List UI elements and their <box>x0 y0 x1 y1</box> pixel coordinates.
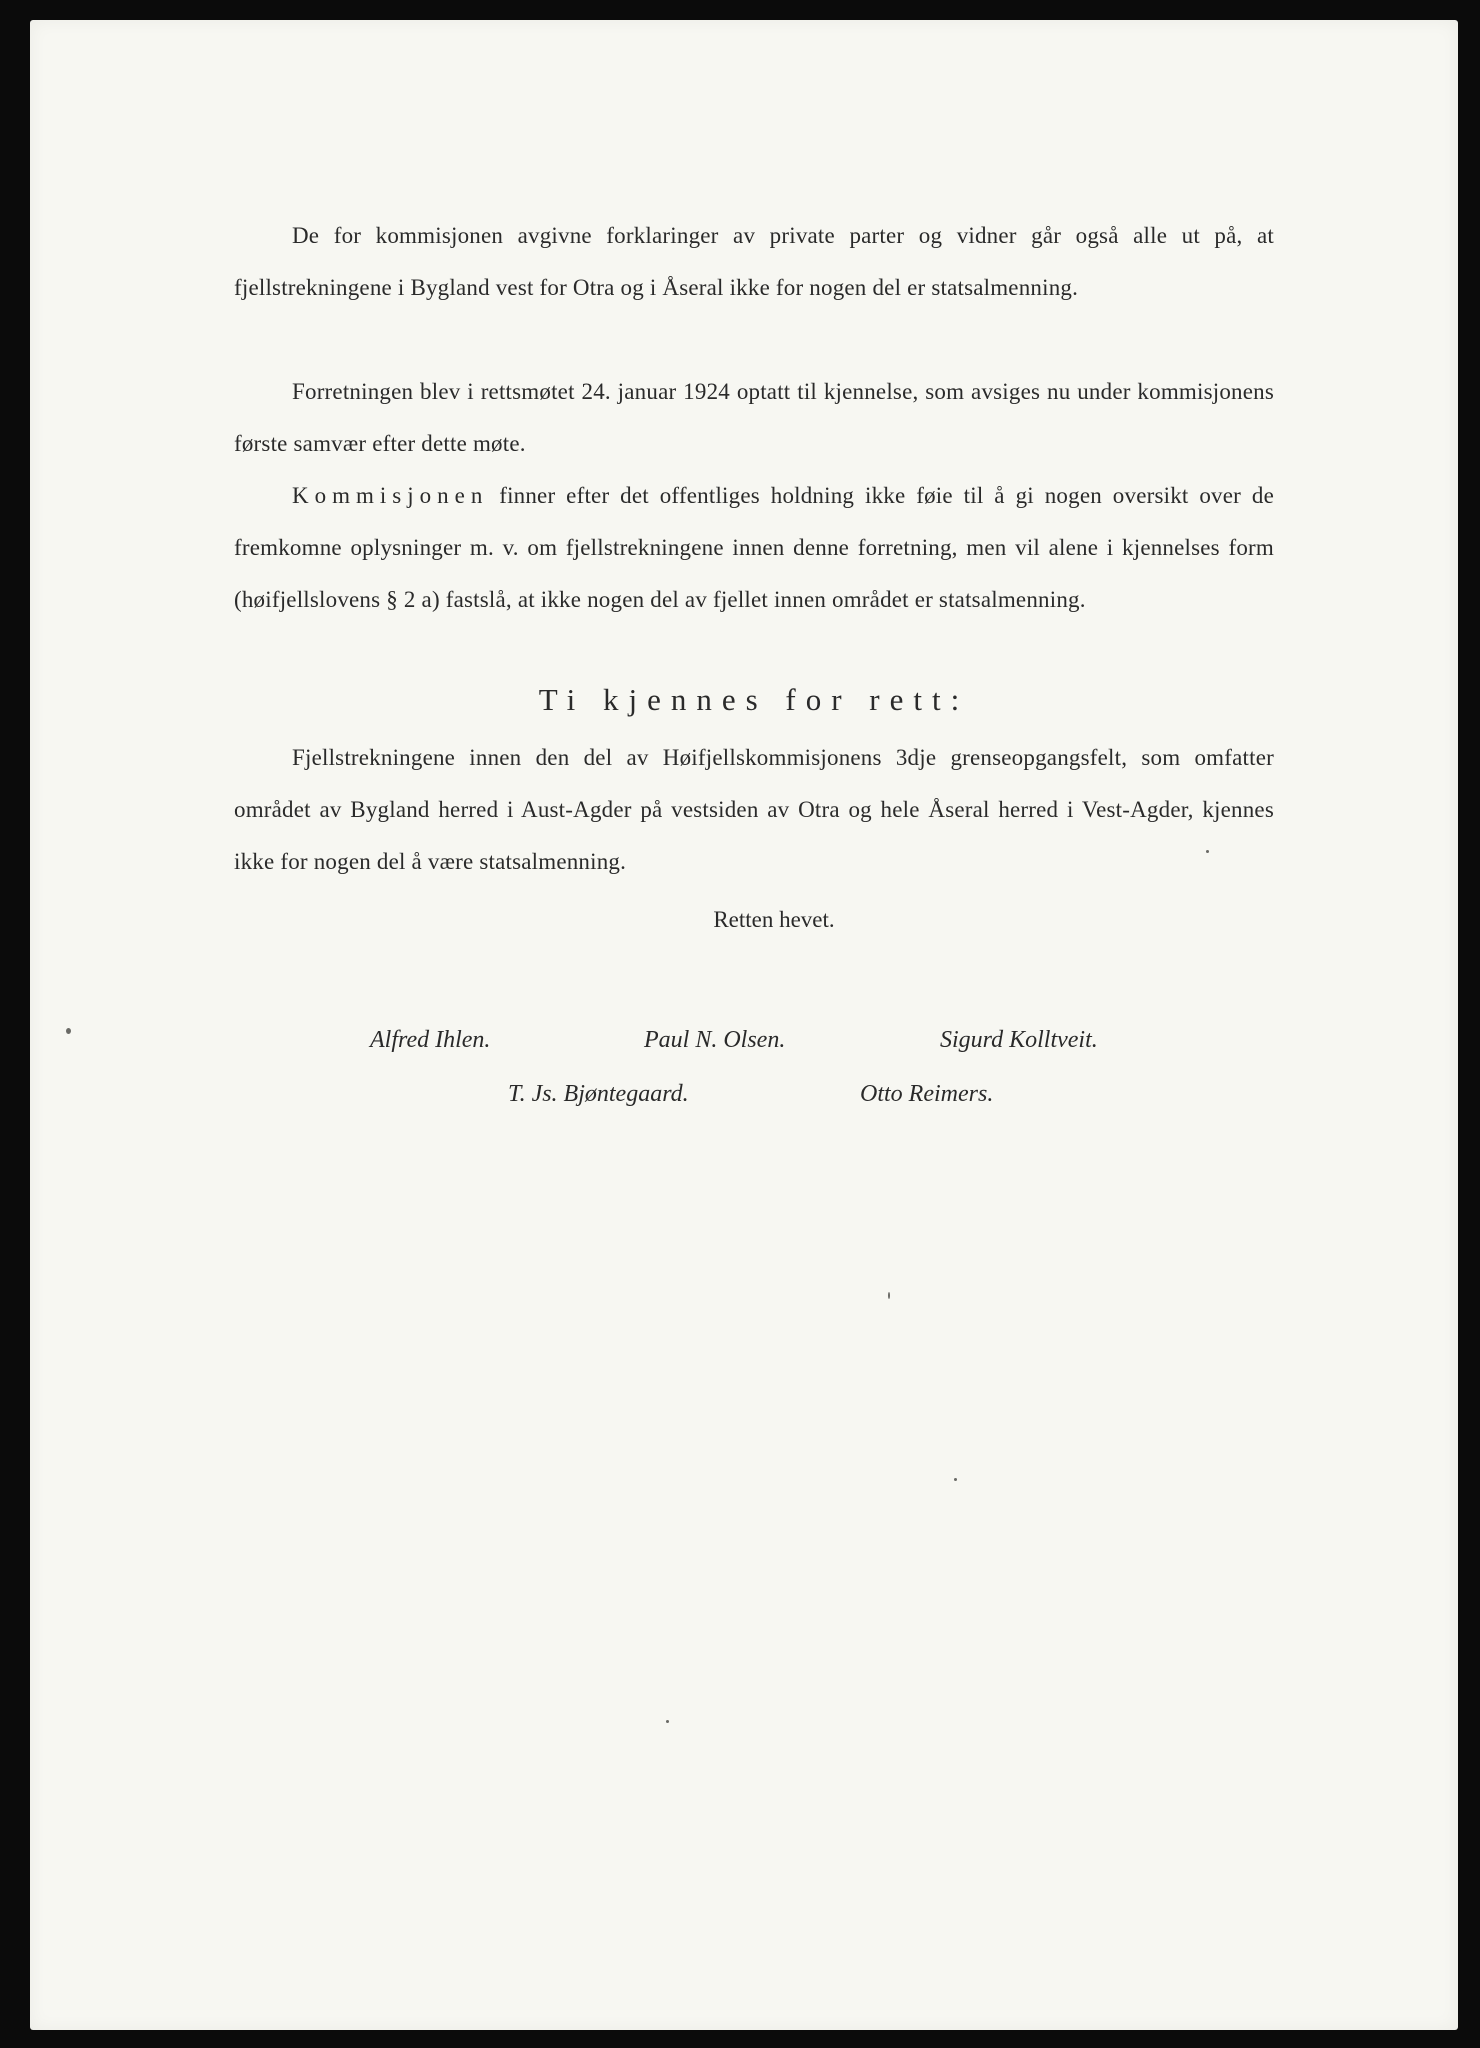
document-page <box>30 20 1458 2030</box>
paragraph-proceedings <box>234 366 1274 470</box>
scan-speck <box>666 1720 669 1723</box>
scan-speck <box>1206 850 1209 853</box>
ruling-heading: Ti kjennes for rett: <box>538 682 970 717</box>
scan-speck <box>888 1292 890 1299</box>
paragraph-commission-text <box>234 470 1274 626</box>
paragraph-testimony-text: De for kommisjonen avgivne forklaringer av private parter og vidner går også alle ut på, at fjellstrekningene i Bygland vest for Otra og i Åseral ikke for nogen del er statsalmenning. <box>234 223 1274 300</box>
signature-alfred-ihlen: Alfred Ihlen. <box>370 1027 491 1053</box>
paragraph-testimony <box>234 210 1274 314</box>
scan-speck <box>954 1478 957 1481</box>
closing-line: Retten hevet. <box>713 907 835 932</box>
signature-bjontegaard: T. Js. Bjøntegaard. <box>508 1081 689 1107</box>
signature-paul-olsen: Paul N. Olsen. <box>644 1027 786 1053</box>
paragraph-ruling-text: Fjellstrekningene innen den del av Høifjellskommisjonens 3dje grenseopgangsfelt, som omfatter området av Bygland herred i Aust-Agder på vestsiden av Otra og hele Åseral herred i Vest-Agder, kjennes ikke for nogen del å være statsalmenning. <box>234 745 1274 874</box>
paragraph-commission <box>234 470 1274 626</box>
signature-sigurd-kolltveit: Sigurd Kolltveit. <box>940 1027 1098 1053</box>
paragraph-commission-rest: finner efter det offentliges holdning ikke føie til å gi nogen oversikt over de fremkomne oplysninger m. v. om fjellstrekningene innen denne forretning, men vil alene i kjennelses form (høifjellslovens § 2 a) fastslå, at ikke nogen del av fjellet innen området er statsalmenning. <box>234 483 1274 612</box>
spaced-word-kommisjonen: Kommisjonen <box>292 483 489 508</box>
scan-speck <box>66 1028 71 1034</box>
paragraph-proceedings-text: Forretningen blev i rettsmøtet 24. januar 1924 optatt til kjennelse, som avsiges nu under kommisjonens første samvær efter dette møte. <box>234 379 1274 456</box>
signature-otto-reimers: Otto Reimers. <box>860 1081 994 1107</box>
paragraph-ruling <box>234 732 1274 888</box>
